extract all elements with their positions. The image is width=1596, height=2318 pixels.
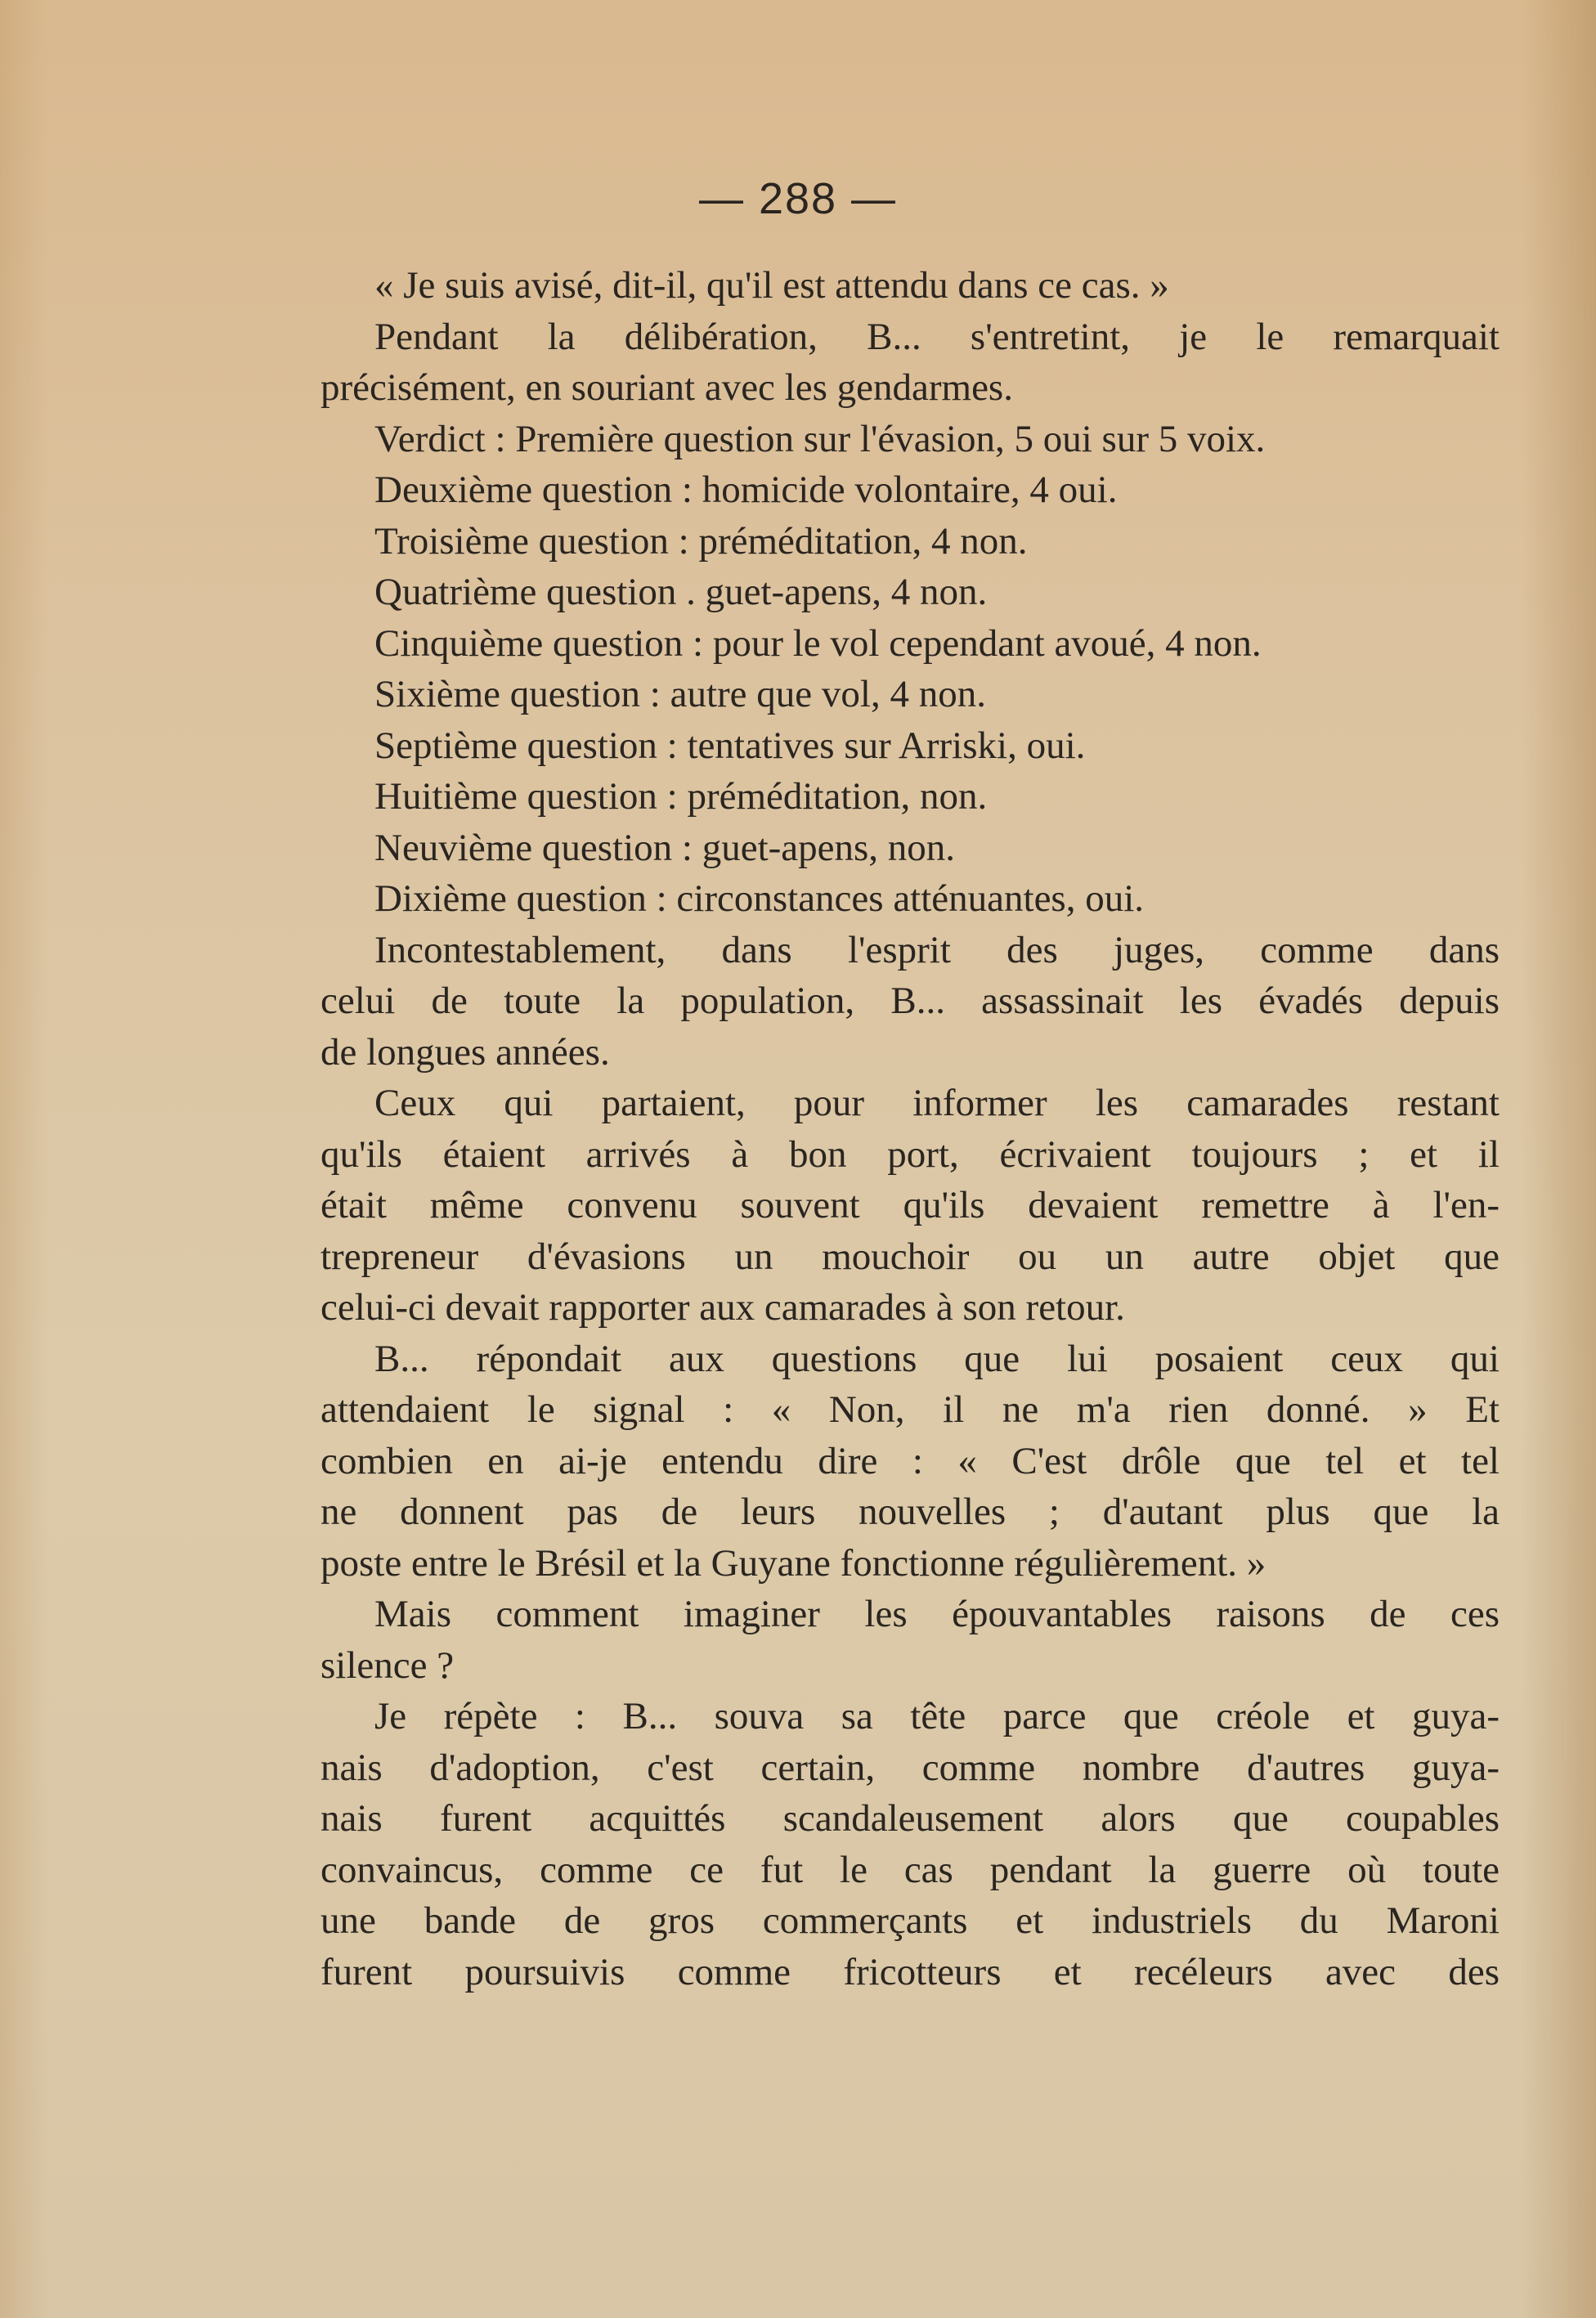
text-line: était même convenu souvent qu'ils devaient remettre à l'en-	[321, 1184, 1500, 1226]
text-line: Troisième question : préméditation, 4 non.	[374, 519, 1028, 563]
text-line: attendaient le signal : « Non, il ne m'a rien donné. » Et	[321, 1388, 1500, 1431]
text-line: Cinquième question : pour le vol cependant avoué, 4 non.	[374, 621, 1262, 665]
text-line: Quatrième question . guet-apens, 4 non.	[374, 571, 988, 613]
text-line: qu'ils étaient arrivés à bon port, écrivaient toujours ; et il	[321, 1132, 1500, 1176]
text-line: Je répète : B... souva sa tête parce que créole et guya-	[374, 1695, 1500, 1737]
text-line: ne donnent pas de leurs nouvelles ; d'autant plus que la	[321, 1491, 1500, 1533]
text-line: nais furent acquittés scandaleusement alors que coupables	[321, 1797, 1500, 1840]
text-line: furent poursuivis comme fricotteurs et recéleurs avec des	[321, 1950, 1500, 1993]
text-line: Deuxième question : homicide volontaire, 4 oui.	[374, 469, 1118, 511]
text-line: convaincus, comme ce fut le cas pendant la guerre où toute	[321, 1848, 1500, 1891]
text-line: précisément, en souriant avec les gendarmes.	[321, 366, 1013, 409]
text-line: Neuvième question : guet-apens, non.	[374, 826, 956, 869]
text-line: de longues années.	[321, 1030, 610, 1074]
text-line: combien en ai-je entendu dire : « C'est drôle que tel et tel	[321, 1439, 1500, 1482]
text-line: nais d'adoption, c'est certain, comme nombre d'autres guya-	[321, 1746, 1500, 1789]
text-line: une bande de gros commerçants et industriels du Maroni	[321, 1899, 1500, 1942]
text-line: Dixième question : circonstances atténuantes, oui.	[374, 877, 1145, 920]
text-line: B... répondait aux questions que lui posaient ceux qui	[374, 1337, 1500, 1380]
page-body-text	[321, 260, 1500, 1997]
text-line: « Je suis avisé, dit-il, qu'il est attendu dans ce cas. »	[374, 264, 1169, 307]
text-line: celui de toute la population, B... assassinait les évadés depuis	[321, 980, 1500, 1022]
text-line: trepreneur d'évasions un mouchoir ou un autre objet que	[321, 1235, 1500, 1278]
text-line: Ceux qui partaient, pour informer les camarades restant	[374, 1082, 1500, 1124]
page-number: — 288 —	[698, 174, 898, 223]
text-line: Verdict : Première question sur l'évasion, 5 oui sur 5 voix.	[374, 417, 1266, 460]
text-line: Sixième question : autre que vol, 4 non.	[374, 673, 986, 715]
text-line: silence ?	[321, 1643, 455, 1687]
text-line: celui-ci devait rapporter aux camarades à son retour.	[321, 1286, 1125, 1329]
text-line: Mais comment imaginer les épouvantables raisons de ces	[374, 1593, 1500, 1635]
text-line: Pendant la délibération, B... s'entretint, je le remarquait	[374, 315, 1500, 358]
text-line: poste entre le Brésil et la Guyane fonctionne régulièrement. »	[321, 1541, 1266, 1585]
text-line: Incontestablement, dans l'esprit des juges, comme dans	[374, 928, 1500, 971]
text-line: Huitième question : préméditation, non.	[374, 775, 988, 818]
text-line: Septième question : tentatives sur Arriski, oui.	[374, 724, 1086, 767]
